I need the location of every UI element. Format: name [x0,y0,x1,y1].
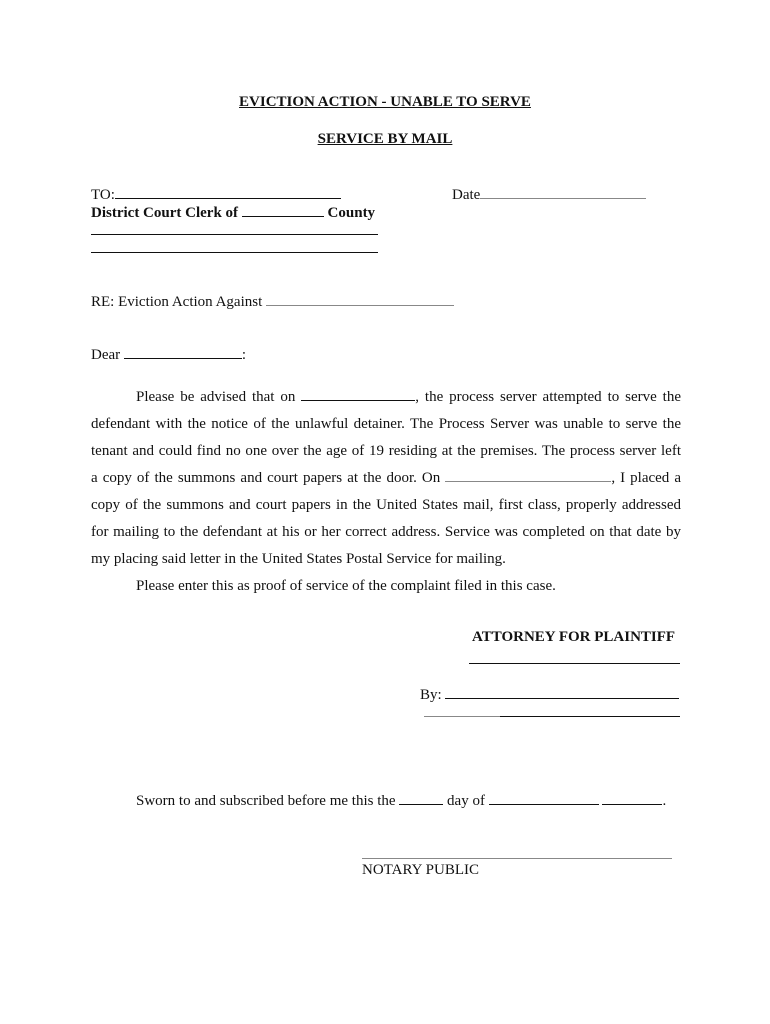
body-line-1: Please be advised that on , the process server attempted to serve the [91,384,681,411]
body-line-7: my placing said letter in the United States Postal Service for mailing. [91,551,506,567]
date-field[interactable] [480,184,646,199]
clerk-prefix: District Court Clerk of [91,205,239,221]
body-line-2: defendant with the notice of the unlawful detainer. The Process Server was unable to serve the [91,416,681,432]
defendant-field[interactable] [266,291,454,306]
to-line [91,184,341,204]
body-paragraph [91,384,681,600]
month-field[interactable] [489,790,599,805]
dear-label: Dear [91,347,121,363]
sworn-line: Sworn to and subscribed before me this the day of . [136,790,666,810]
clerk-suffix: County [327,205,376,221]
by-label: By: [420,687,442,703]
body-line-8: Please enter this as proof of service of the complaint filed in this case. [136,578,556,594]
county-field[interactable] [242,202,324,217]
by-field[interactable] [445,684,679,699]
body-line-5: copy of the summons and court papers in the United States mail, first class, properly addressed [91,497,681,513]
day-of-text: day of [447,793,485,809]
clerk-line [91,202,375,222]
to-field[interactable] [115,184,341,199]
date-label: Date [452,187,481,203]
address-line-2[interactable] [91,252,378,253]
re-label: RE: Eviction Action Against [91,294,263,310]
attorney-heading: ATTORNEY FOR PLAINTIFF [472,629,676,645]
notary-signature-line[interactable] [362,858,672,859]
year-field[interactable] [602,790,662,805]
sworn-text: Sworn to and subscribed before me this the [136,793,396,809]
document-title: EVICTION ACTION - UNABLE TO SERVE [239,94,531,110]
day-field[interactable] [399,790,443,805]
salutation-line [91,344,246,364]
attorney-signature-line[interactable] [469,663,680,664]
address-line-1[interactable] [91,234,378,235]
attempt-date-field[interactable] [301,386,415,401]
document-subtitle: SERVICE BY MAIL [317,131,453,147]
notary-label: NOTARY PUBLIC [362,862,480,878]
body-line-4: a copy of the summons and court papers at the door. On , I placed a [91,465,681,492]
to-label: TO: [91,187,115,203]
body-line-6: for mailing to the defendant at his or her correct address. Service was completed on that date by [91,524,681,540]
re-line [91,291,454,311]
attorney-name-line-b[interactable] [500,716,680,717]
by-line [420,684,679,704]
addressee-field[interactable] [124,344,242,359]
mail-date-field[interactable] [445,467,611,482]
date-line [452,184,646,204]
salutation-colon: : [241,347,247,363]
attorney-name-line-a[interactable] [424,716,500,717]
body-line-3: tenant and could find no one over the age of 19 residing at the premises. The process server left [91,443,681,459]
